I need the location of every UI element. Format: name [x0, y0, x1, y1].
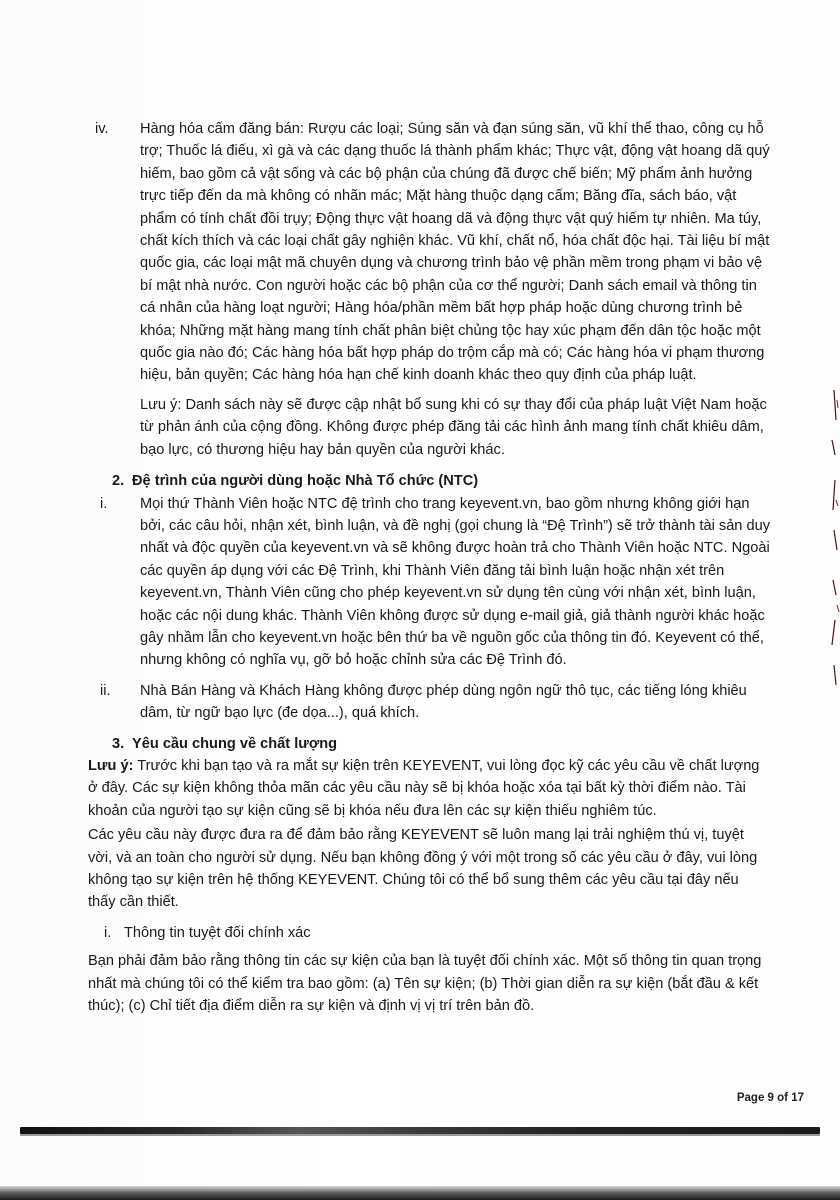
- margin-binding-marks: [820, 380, 840, 700]
- section-3: [88, 733, 770, 1018]
- paragraph-text: Bạn phải đảm bảo rằng thông tin các sự kiện của bạn là tuyệt đối chính xác. Một số thông tin quan trọng nhất mà chúng tôi có thể kiểm tra bao gồm: (a) Tên sự kiện; (b) Thời gian diễn ra sự kiện (bắt đầu & kết thúc); (c) Chỉ tiết địa điểm diễn ra sự kiện và định vị vị trí trên bản đồ.: [88, 953, 762, 1015]
- subsection-paragraph: [88, 950, 770, 1017]
- list-item-iv: [95, 118, 770, 387]
- section-number: 3.: [112, 735, 125, 752]
- note-block: [118, 394, 770, 461]
- page-label: Page: [736, 1092, 768, 1104]
- quality-note: [88, 755, 770, 822]
- list-item: [100, 493, 771, 672]
- list-item: [100, 680, 770, 725]
- subsection-heading: [104, 922, 770, 944]
- section-2: [100, 470, 771, 724]
- note-text: Lưu ý: Danh sách này sẽ được cập nhật bổ sung khi có sự thay đổi của pháp luật Việt Nam hoặc từ phản ánh của cộng đồng. Không được phép đăng tải các hình ảnh mang tính chất khiêu dâm, bạo lực, có thương hiệu hay bản quyền của người khác.: [140, 396, 767, 458]
- scan-bottom-edge: [0, 1186, 840, 1200]
- section-number: 2.: [112, 473, 125, 490]
- note-body: Trước khi bạn tạo và ra mắt sự kiện trên KEYEVENT, vui lòng đọc kỹ các yêu cầu về chất lượng ở đây. Các sự kiện không thỏa mãn các yêu cầu này sẽ bị khóa hoặc xóa tại bất kỳ thời điểm nào. Tài khoản của người tạo sự kiện cũng sẽ bị khóa nếu đưa lên các sự kiện thiếu nghiêm túc.: [88, 757, 760, 819]
- list-marker: ii.: [100, 682, 111, 699]
- section-title: Đệ trình của người dùng hoặc Nhà Tổ chức (NTC): [132, 473, 479, 490]
- quality-paragraph: [88, 824, 770, 914]
- page-total: 17: [791, 1092, 804, 1104]
- list-item-text: Nhà Bán Hàng và Khách Hàng không được phép dùng ngôn ngữ thô tục, các tiếng lóng khiêu dâm, từ ngữ bạo lực (đe dọa...), quá khích.: [140, 682, 747, 722]
- page-content: [88, 118, 771, 1017]
- section-heading: [112, 470, 770, 492]
- paragraph-text: Các yêu cầu này được đưa ra để đảm bảo rằng KEYEVENT sẽ luôn mang lại trải nghiệm thú vị, tuyệt vời, và an toàn cho người sử dụng. Nếu bạn không đồng ý với một trong số các yêu cầu ở đây, vui lòng không tạo sự kiện trên hệ thống KEYEVENT. Chúng tôi có thể bổ sung thêm các yêu cầu tại đây nếu thấy cần thiết.: [88, 827, 758, 911]
- subsection-marker: i.: [104, 924, 112, 941]
- section-title: Yêu cầu chung về chất lượng: [132, 735, 338, 752]
- section-heading: [112, 733, 770, 755]
- quality-note-paragraph: [88, 755, 770, 822]
- note-label: Lưu ý:: [88, 757, 134, 774]
- footer-rule: [20, 1127, 820, 1134]
- prohibited-goods-text: Hàng hóa cấm đăng bán: Rượu các loại; Súng săn và đạn súng săn, vũ khí thể thao, công cụ hỗ trợ; Thuốc lá điếu, xì gà và các dạng thuốc lá thành phẩm khác; Thực vật, động vật hoang dã quý hiếm, bao gồm cả vật sống và các bộ phận của chúng đã được chế biến; Mỹ phẩm ảnh hưởng trực tiếp đến da mà không có nhãn mác; Mặt hàng thuộc dạng cấm; Băng đĩa, sách báo, vật phẩm có tính chất đồi trụy; Động thực vật hoang dã và động thực vật quý hiếm tự nhiên. Ma túy, chất kích thích và các loại chất gây nghiện khác. Vũ khí, chất nổ, hóa chất độc hại. Tài liệu bí mật quốc gia, các loại mật mã chuyên dụng và chương trình bảo vệ phần mềm trong phạm vi bảo vệ bí mật nhà nước. Con người hoặc các bộ phận của cơ thể người; Danh sách email và thông tin cá nhân của hàng loạt người; Hàng hóa/phần mềm bất hợp pháp hoặc dùng chương trình bẻ khóa; Những mặt hàng mang tính chất phân biệt chủng tộc hay xúc phạm đến dân tộc hoặc một quốc gia nào đó; Các hàng hóa bất hợp pháp do trộm cắp mà có; Các hàng hóa vi phạm thương hiệu, bản quyền; Các hàng hóa hạn chế kinh doanh khác theo quy định của pháp luật.: [140, 121, 770, 384]
- subsection-title: Thông tin tuyệt đối chính xác: [124, 924, 311, 941]
- footer-rule-shadow: [20, 1134, 820, 1136]
- list-item-text: Mọi thứ Thành Viên hoặc NTC đệ trình cho trang keyevent.vn, bao gồm nhưng không giới hạn bởi, các câu hỏi, nhận xét, bình luận, và đề nghị (gọi chung là “Đệ Trình”) sẽ trở thành tài sản duy nhất và độc quyền của keyevent.vn và sẽ không được hoàn trả cho Thành Viên hoặc NTC. Ngoài các quyền áp dụng với các Đệ Trình, khi Thành Viên đăng tải bình luận hoặc nhận xét trên keyevent.vn, Thành Viên cũng cho phép keyevent.vn sử dụng tên cùng với nhận xét, bình luận, hoặc các nội dung khác. Thành Viên không được sử dụng e-mail giả, giả thành người khác hoặc gây nhầm lẫn cho keyevent.vn hoặc bên thứ ba về nguồn gốc của thông tin đó. Keyevent có thể, nhưng không có nghĩa vụ, gỡ bỏ hoặc chỉnh sửa các Đệ Trình đó.: [140, 495, 771, 669]
- page-current: 9: [767, 1092, 774, 1104]
- page-number: [737, 1092, 804, 1104]
- list-marker: iv.: [95, 121, 109, 137]
- page-of: of: [773, 1092, 792, 1104]
- list-marker: i.: [100, 495, 108, 512]
